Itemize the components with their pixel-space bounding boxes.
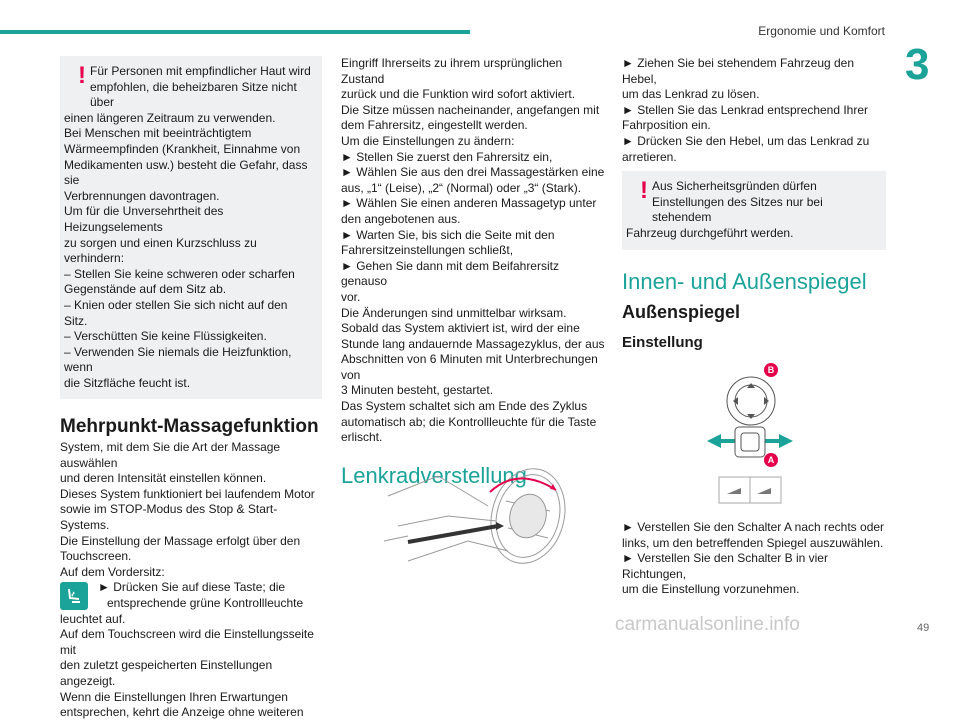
section-heading-mirrors: Innen- und Außenspiegel [622, 268, 867, 294]
body-line: ► Drücken Sie auf diese Taste; die [98, 580, 286, 595]
body-line: Die Änderungen sind unmittelbar wirksam. [341, 305, 567, 320]
subsection-heading-adjustment: Einstellung [622, 333, 703, 351]
mirror-switch-illustration [705, 363, 795, 511]
body-line: und deren Intensität einstellen können. [60, 471, 267, 486]
body-line: Fahrposition ein. [622, 118, 711, 133]
body-line: Die Einstellung der Massage erfolgt über den [60, 533, 301, 548]
warning-box-safety [622, 171, 886, 249]
body-line: ► Drücken Sie den Hebel, um das Lenkrad zu [622, 133, 870, 148]
body-line: Wenn die Einstellungen Ihren Erwartungen [60, 689, 288, 704]
warning-line: Einstellungen des Sitzes nur bei stehendem [652, 194, 823, 225]
body-line: Dieses System funktioniert bei laufendem Motor [60, 486, 315, 501]
body-line: Touchscreen. [60, 549, 132, 564]
warning-icon: ! [640, 177, 648, 205]
body-line: ► Wählen Sie aus den drei Massagestärken eine [341, 165, 605, 180]
body-line: ► Warten Sie, bis sich die Seite mit den [341, 227, 555, 242]
body-line: sowie im STOP-Modus des Stop & Start-Systems. [60, 502, 278, 533]
massage-seat-icon [60, 582, 88, 610]
warning-line: – Verschütten Sie keine Flüssigkeiten. [64, 329, 267, 344]
body-line: um das Lenkrad zu lösen. [622, 87, 760, 102]
body-line: ► Verstellen Sie den Schalter B in vier Richtungen, [622, 551, 828, 581]
column-1 [60, 56, 322, 721]
body-line: dem Fahrersitz, eingestellt werden. [341, 118, 528, 133]
body-line: vor. [341, 289, 361, 304]
body-line: ► Gehen Sie dann mit dem Beifahrersitz genauso [341, 258, 559, 289]
body-line: den zuletzt gespeicherten Einstellungen angezeigt. [60, 658, 273, 688]
body-line: ► Ziehen Sie bei stehendem Fahrzeug den Hebel, [622, 56, 855, 86]
body-line: ► Stellen Sie das Lenkrad entsprechend Ihrer [622, 102, 869, 117]
body-line: Abschnitten von 6 Minuten mit Unterbrechungen von [341, 352, 598, 382]
body-line: ► Stellen Sie zuerst den Fahrersitz ein, [341, 149, 553, 164]
warning-line: Fahrzeug durchgeführt werden. [626, 225, 794, 240]
page-number: 49 [917, 622, 930, 634]
warning-line: empfohlen, die beheizbaren Sitze nicht über [90, 79, 297, 110]
body-line: Die Sitze müssen nacheinander, angefangen mit [341, 102, 600, 117]
body-line: um die Einstellung vorzunehmen. [622, 582, 800, 597]
warning-line: die Sitzfläche feucht ist. [64, 375, 191, 390]
steering-wheel-illustration [378, 466, 590, 572]
column-2 [341, 56, 607, 488]
massage-body [60, 612, 322, 721]
body-line: Sobald das System aktiviert ist, wird der eine [341, 321, 580, 336]
body-line: 3 Minuten besteht, gestartet. [341, 383, 494, 398]
warning-line: Um für die Unversehrtheit des Heizungselements [64, 204, 224, 234]
body-line: ► Verstellen Sie den Schalter A nach rechts oder [622, 520, 885, 534]
column-3 [622, 56, 886, 350]
warning-line: Aus Sicherheitsgründen dürfen [652, 179, 817, 194]
warning-line: Medikamenten usw.) besteht die Gefahr, dass sie [64, 157, 308, 188]
body-line: automatisch ab; die Kontrollleuchte für die Taste [341, 414, 597, 429]
body-line: System, mit dem Sie die Art der Massage auswählen [60, 440, 281, 470]
body-line: entsprechen, kehrt die Anzeige ohne weiteren [60, 705, 304, 720]
body-line: Eingriff Ihrerseits zu ihrem ursprünglichen Zustand [341, 56, 563, 86]
body-line: erlischt. [341, 430, 383, 445]
body-line: Um die Einstellungen zu ändern: [341, 133, 515, 148]
massage-intro [60, 440, 322, 580]
warning-line: einen längeren Zeitraum zu verwenden. [64, 110, 276, 125]
warning-box-heating [60, 56, 322, 399]
section-heading-massage: Mehrpunkt-Massagefunktion [60, 416, 319, 438]
body-line: arretieren. [622, 149, 677, 164]
warning-line: Wärmeempfinden (Krankheit, Einnahme von [64, 141, 301, 156]
watermark: carmanualsonline.info [615, 614, 800, 635]
body-line: links, um den betreffenden Spiegel auszuwählen. [622, 535, 884, 550]
chapter-number: 3 [905, 40, 930, 89]
warning-line: Bei Menschen mit beeinträchtigtem [64, 126, 252, 141]
body-line: Stunde lang andauernde Massagezyklus, der aus [341, 336, 605, 351]
body-line: zurück und die Funktion wird sofort aktiviert. [341, 87, 576, 102]
label-b-badge: B [764, 363, 778, 377]
header-accent-bar [0, 30, 470, 34]
warning-line: Für Personen mit empfindlicher Haut wird [90, 64, 311, 78]
body-line: Auf dem Vordersitz: [60, 564, 165, 579]
warning-line: – Verwenden Sie niemals die Heizfunktion, wenn [64, 344, 292, 375]
body-line: Fahrersitzeinstellungen schließt, [341, 243, 514, 258]
subsection-heading-exterior-mirror: Außenspiegel [622, 302, 741, 323]
body-line: ► Wählen Sie einen anderen Massagetyp unter [341, 196, 597, 211]
warning-icon: ! [78, 62, 86, 89]
body-line: Auf dem Touchscreen wird die Einstellungsseite mit [60, 627, 314, 657]
body-line: entsprechende grüne Kontrollleuchte [107, 596, 304, 610]
warning-line: Gegenstände auf dem Sitz ab. [64, 282, 227, 297]
label-a-badge: A [764, 453, 778, 467]
column-3-bottom [622, 520, 886, 598]
header-title: Ergonomie und Komfort [758, 24, 885, 38]
warning-line: Verbrennungen davontragen. [64, 188, 220, 203]
body-line: Das System schaltet sich am Ende des Zyklus [341, 399, 588, 414]
warning-line: – Knien oder stellen Sie sich nicht auf den Sitz. [64, 297, 288, 328]
body-line: aus, „1“ (Leise), „2“ (Normal) oder „3“ (Stark). [341, 180, 582, 195]
body-line: leuchtet auf. [60, 611, 126, 626]
massage-button-instruction [60, 580, 322, 611]
warning-line: zu sorgen und einen Kurzschluss zu verhindern: [64, 235, 257, 266]
section-heading-steering: Lenkradverstellung [341, 462, 527, 488]
warning-line: – Stellen Sie keine schweren oder scharfen [64, 266, 295, 281]
body-line: den angebotenen aus. [341, 211, 461, 226]
